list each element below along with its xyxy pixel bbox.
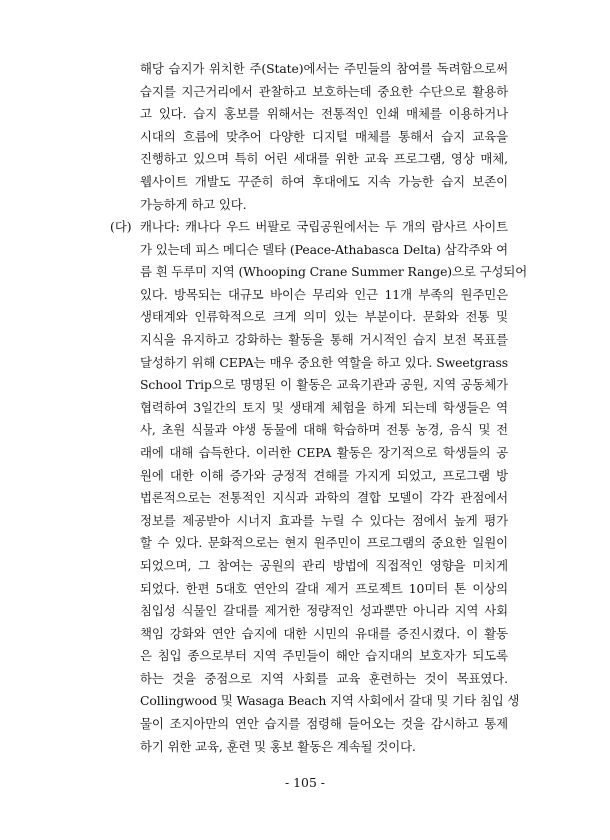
- paragraph-line: 협력하여 3일간의 토지 및 생태계 체험을 하게 되는데 학생들은 역: [140, 399, 508, 415]
- paragraph-line: 캐나다: 캐나다 우드 버팔로 국립공원에서는 두 개의 람사르 사이트: [140, 219, 508, 234]
- paragraph-line: 습지를 지근거리에서 관찰하고 보호하는데 중요한 수단으로 활용하: [140, 83, 508, 99]
- paragraph-canada: [140, 216, 528, 758]
- paragraph-line: 해당 습지가 위치한 주(State)에서는 주민들의 참여를 독려함으로써: [140, 61, 508, 76]
- paragraph-line: 사, 초원 식물과 야생 동물에 대해 학습하며 전통 농경, 음식 및 전: [140, 422, 508, 438]
- paragraph-continued: [140, 58, 508, 216]
- paragraph-line: 물이 조지아만의 연안 습지를 점령해 들어오는 것을 감시하고 통제: [140, 716, 508, 732]
- paragraph-line: 가 있는데 피스 메디슨 델타 (Peace-Athabasca Delta) 삼각주와 여: [140, 241, 508, 257]
- paragraph-line: 되었으며, 그 참여는 공원의 관리 방법에 직접적인 영향을 미치게: [140, 557, 508, 573]
- paragraph-line: 하는 것을 중점으로 지역 사회를 교육 훈련하는 것이 목표였다.: [140, 670, 508, 686]
- paragraph-line: 되었다. 한편 5대호 연안의 갈대 제거 프로젝트 10미터 톤 이상의: [140, 580, 508, 596]
- paragraph-line: 침입성 식물인 갈대를 제거한 정량적인 성과뿐만 아니라 지역 사회: [140, 603, 508, 619]
- page-number: - 105 -: [285, 775, 325, 790]
- paragraph-line: 고 있다. 습지 홍보를 위해서는 전통적인 인쇄 매체를 이용하거나: [140, 106, 508, 122]
- paragraph-line: School Trip으로 명명된 이 활동은 교육기관과 공원, 지역 공동체가: [140, 377, 508, 393]
- paragraph-line: 정보를 제공받아 시너지 효과를 누릴 수 있다는 점에서 높게 평가: [140, 512, 508, 528]
- paragraph-line: 은 침입 종으로부터 지역 주민들이 해안 습지대의 보호자가 되도록: [140, 648, 508, 664]
- paragraph-line: 지식을 유지하고 강화하는 활동을 통해 거시적인 습지 보전 목표를: [140, 331, 508, 347]
- paragraph-line: 달성하기 위해 CEPA는 매우 중요한 역할을 하고 있다. Sweetgrass: [140, 354, 508, 370]
- paragraph-line: 가능하게 하고 있다.: [140, 196, 247, 212]
- paragraph-line: 시대의 흐름에 맞추어 다양한 디지털 매체를 통해서 습지 교육을: [140, 128, 508, 144]
- paragraph-line: 할 수 있다. 문화적으로는 현지 원주민이 프로그램의 중요한 일원이: [140, 535, 508, 551]
- list-item-marker: (다): [110, 219, 132, 234]
- paragraph-line: 진행하고 있으며 특히 어린 세대를 위한 교육 프로그램, 영상 매체,: [140, 151, 508, 167]
- paragraph-line: 래에 대해 습득한다. 이러한 CEPA 활동은 장기적으로 학생들의 공: [140, 444, 508, 460]
- paragraph-line: 생태계와 인류학적으로 크게 의미 있는 부분이다. 문화와 전통 및: [140, 309, 508, 325]
- paragraph-line: 있다. 방목되는 대규모 바이슨 무리와 인근 11개 부족의 원주민은: [140, 286, 508, 302]
- paragraph-line: 하기 위한 교육, 훈련 및 홍보 활동은 계속될 것이다.: [140, 738, 416, 754]
- paragraph-line: 웹사이트 개발도 꾸준히 하여 후대에도 지속 가능한 습지 보존이: [140, 173, 508, 189]
- paragraph-line: 법론적으로는 전통적인 지식과 과학의 결합 모델이 각각 관점에서: [140, 490, 508, 506]
- paragraph-line: 책임 강화와 연안 습지에 대한 시민의 유대를 증진시켰다. 이 활동: [140, 625, 508, 641]
- paragraph-line: Collingwood 및 Wasaga Beach 지역 사회에서 갈대 및 기타 침입 생: [140, 693, 520, 709]
- paragraph-line: 름 흰 두루미 지역 (Whooping Crane Summer Range)으로 구성되어: [140, 264, 528, 280]
- paragraph-line: 원에 대한 이해 증가와 긍정적 견해를 가지게 되었고, 프로그램 방: [140, 467, 508, 483]
